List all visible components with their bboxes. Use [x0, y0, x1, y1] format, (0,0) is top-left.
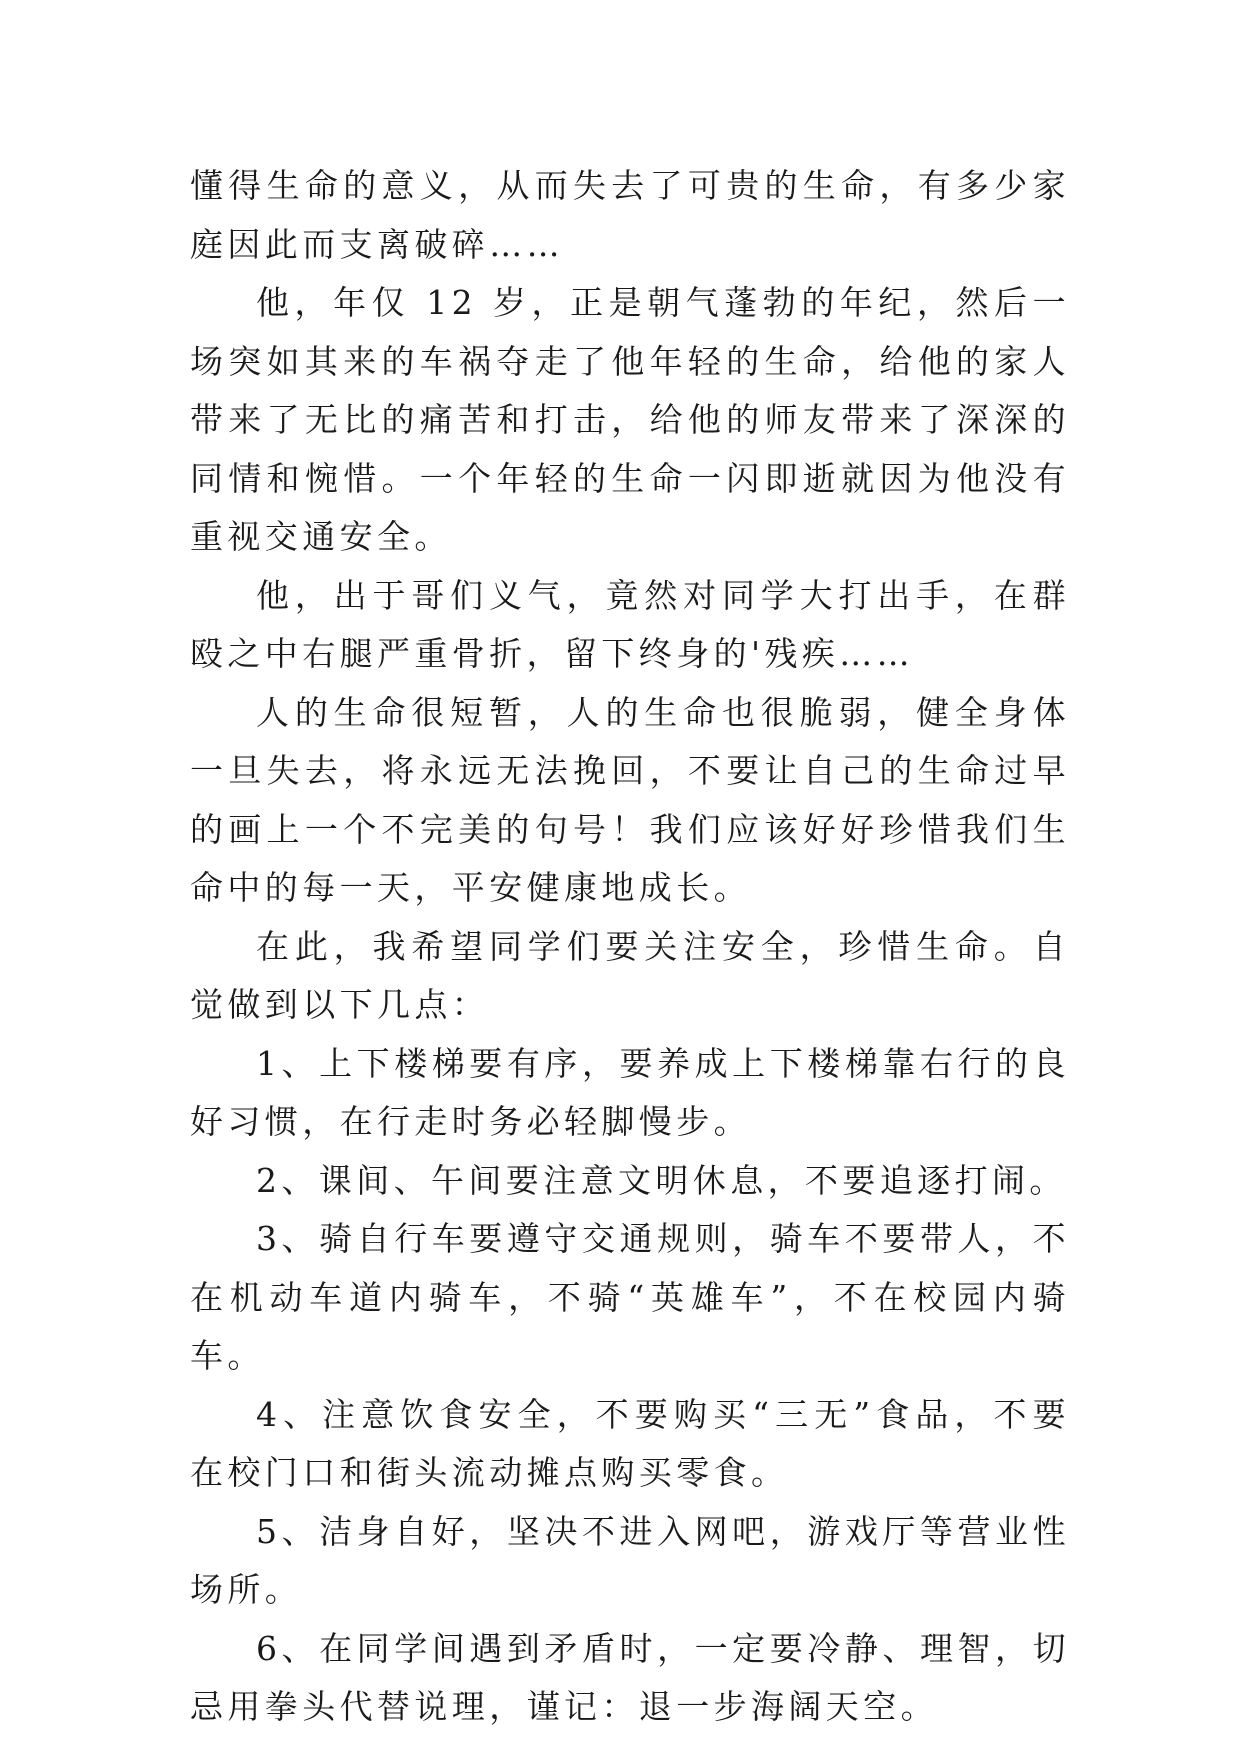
- document-body: [190, 157, 1070, 1737]
- paragraph-1: 懂得生命的意义，从而失去了可贵的生命，有多少家庭因此而支离破碎……: [190, 166, 1070, 264]
- paragraph-3: 他，出于哥们义气，竟然对同学大打出手，在群殴之中右腿严重骨折，留下终身的'残疾……: [190, 575, 1070, 673]
- list-item-6: 6、在同学间遇到矛盾时，一定要冷静、理智，切忌用拳头代替说理，谨记：退一步海阔天空。: [190, 1628, 1070, 1726]
- list-item-5: 5、洁身自好，坚决不进入网吧，游戏厅等营业性场所。: [190, 1511, 1070, 1609]
- paragraph-4: 人的生命很短暂，人的生命也很脆弱，健全身体一旦失去，将永远无法挽回，不要让自己的生命过早的画上一个不完美的句号！我们应该好好珍惜我们生命中的每一天，平安健康地成长。: [190, 692, 1070, 907]
- list-item-2: 2、课间、午间要注意文明休息，不要追逐打闹。: [256, 1160, 1067, 1200]
- paragraph-5: 在此，我希望同学们要关注安全，珍惜生命。自觉做到以下几点：: [190, 926, 1070, 1024]
- list-item-3: 3、骑自行车要遵守交通规则，骑车不要带人，不在机动车道内骑车，不骑“英雄车”，不在校园内骑车。: [190, 1219, 1070, 1375]
- list-item-4: 4、注意饮食安全，不要购买“三无”食品，不要在校门口和街头流动摊点购买零食。: [190, 1394, 1070, 1492]
- paragraph-2: 他，年仅 12 岁，正是朝气蓬勃的年纪，然后一场突如其来的车祸夺走了他年轻的生命，给他的家人带来了无比的痛苦和打击，给他的师友带来了深深的同情和惋惜。一个年轻的生命一闪即逝就因为他没有重视交通安全。: [190, 283, 1070, 556]
- list-item-1: 1、上下楼梯要有序，要养成上下楼梯靠右行的良好习惯，在行走时务必轻脚慢步。: [190, 1043, 1070, 1141]
